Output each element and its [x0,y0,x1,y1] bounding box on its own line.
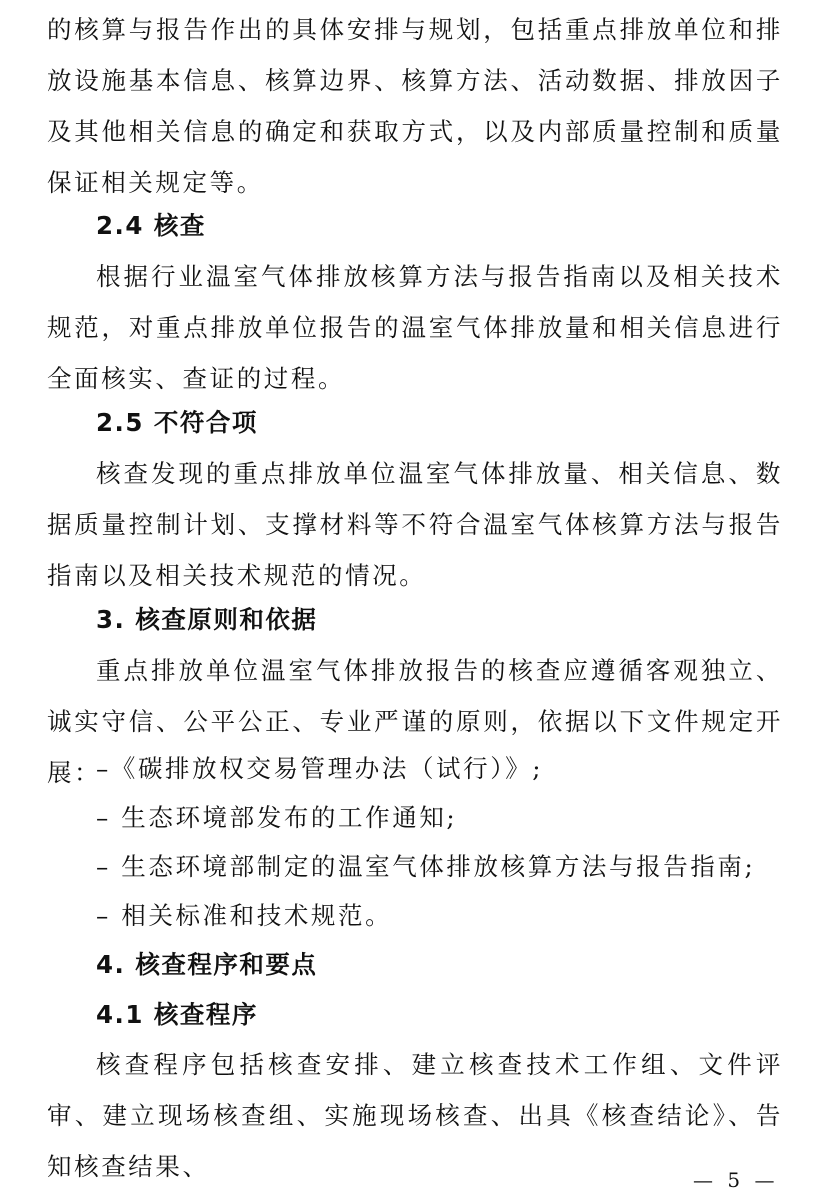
paragraph-nonconformity-definition: 核查发现的重点排放单位温室气体排放量、相关信息、数据质量控制计划、支撑材料等不符合温室气体核算方法与报告指南以及相关技术规范的情况。 [47,459,783,590]
page-number: — 5 — [693,1168,779,1192]
heading-2-4-verification: 2.4 核查 [96,211,206,240]
list-item-standards: – 相关标准和技术规范。 [96,901,393,930]
list-item-work-notice: – 生态环境部发布的工作通知; [96,803,458,832]
paragraph-principles: 重点排放单位温室气体排放报告的核查应遵循客观独立、诚实守信、公平公正、专业严谨的原则，依据以下文件规定开展： [47,656,783,787]
heading-4-1-verification-procedure: 4.1 核查程序 [96,1000,258,1029]
heading-4-procedures: 4. 核查程序和要点 [96,950,318,979]
heading-2-5-nonconformity: 2.5 不符合项 [96,408,258,437]
list-item-trading-measures: –《碳排放权交易管理办法（试行）》; [96,754,544,783]
list-item-accounting-guidelines: – 生态环境部制定的温室气体排放核算方法与报告指南; [96,852,756,881]
paragraph-verification-definition: 根据行业温室气体排放核算方法与报告指南以及相关技术规范，对重点排放单位报告的温室气体排放量和相关信息进行全面核实、查证的过程。 [47,262,783,393]
heading-3-principles-basis: 3. 核查原则和依据 [96,605,318,634]
paragraph-accounting-plan: 的核算与报告作出的具体安排与规划，包括重点排放单位和排放设施基本信息、核算边界、核算方法、活动数据、排放因子及其他相关信息的确定和获取方式，以及内部质量控制和质量保证相关规定等。 [47,15,783,197]
paragraph-verification-procedure: 核查程序包括核查安排、建立核查技术工作组、文件评审、建立现场核查组、实施现场核查、出具《核查结论》、告知核查结果、 [47,1050,783,1181]
